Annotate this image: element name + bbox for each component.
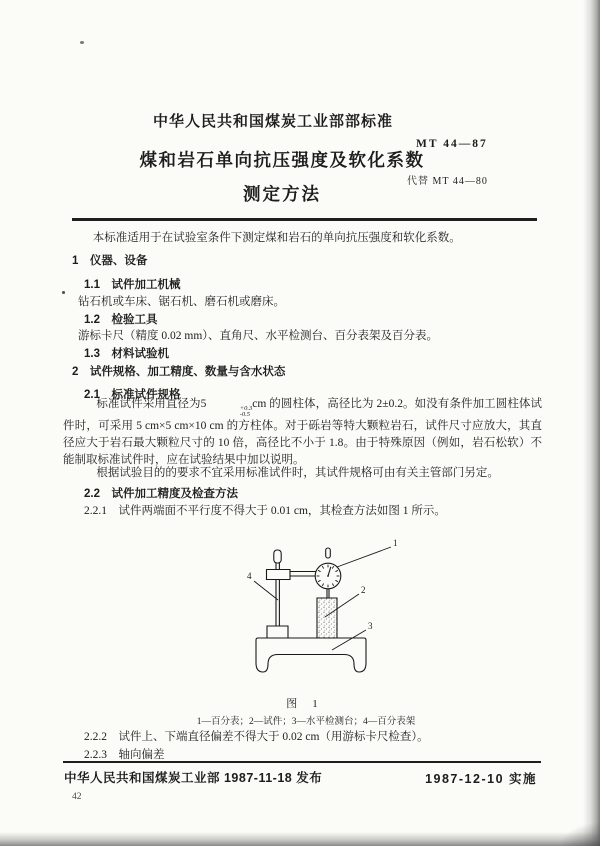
clause-2-2-3-heading: 2.2.3 轴向偏差 bbox=[84, 749, 165, 761]
stand-top-knob bbox=[274, 550, 281, 563]
tolerance-lower: -0.5 bbox=[239, 410, 251, 418]
clause-2-2-2-text: 2.2.2 试件上、下端直径偏差不得大于 0.02 cm（用游标卡尺检查）。 bbox=[84, 731, 429, 743]
superseded-standard: 代替 MT 44—80 bbox=[407, 176, 488, 187]
stand-base bbox=[267, 626, 288, 638]
effective-date: 1987-12-10 实施 bbox=[425, 772, 537, 786]
dial-bottom-stem bbox=[327, 589, 329, 599]
title-line-1: 煤和岩石单向抗压强度及软化系数 bbox=[139, 150, 425, 170]
clause-2-2-heading: 2.2 试件加工精度及检查方法 bbox=[84, 488, 238, 500]
header-divider-rule bbox=[72, 218, 537, 221]
leader-1 bbox=[337, 547, 391, 567]
scan-edge-right bbox=[583, 0, 600, 846]
gauge-arm bbox=[290, 572, 316, 577]
leader-4 bbox=[254, 581, 278, 600]
clause-1-2-text: 游标卡尺（精度 0.02 mm）、直角尺、水平检测台、百分表架及百分表。 bbox=[78, 330, 439, 342]
test-table-shape bbox=[256, 638, 366, 672]
clause-2-1-heading: 2.1 标准试件规格 bbox=[84, 389, 181, 401]
specimen bbox=[317, 598, 337, 638]
clause-2-1-paragraph-1 bbox=[63, 396, 542, 469]
clause-1-1-text: 钻石机或车床、锯石机、磨石机或磨床。 bbox=[78, 296, 285, 308]
diameter-tolerance bbox=[206, 406, 252, 418]
tolerance-upper: +0.3 bbox=[239, 404, 253, 412]
figure-1-caption: 图 1 bbox=[286, 698, 320, 710]
dial-top-knob bbox=[326, 548, 331, 558]
clause-1-1-heading: 1.1 试件加工机械 bbox=[84, 279, 181, 291]
clause-2-2-1-text: 2.2.1 试件两端面不平行度不得大于 0.01 cm，其检查方法如图 1 所示。 bbox=[84, 505, 446, 517]
clause-1-2-heading: 1.2 检验工具 bbox=[84, 314, 158, 326]
clause-1-3-heading: 1.3 材料试验机 bbox=[84, 348, 169, 360]
specimen-spec-text: cm 的圆柱体，高径比为 2±0.2。如没有条件加工圆柱体试件时，可采用 5 cm×5 cm×10 cm 的方柱体。对于砾岩等特大颗粒岩石，试件尺寸应放大，其直径应大于岩石最大颗粒尺寸的 10 倍，高径比不小于 1.8。由于特殊原因（例如，岩石松软）不能制取标准试件时，应在试验结果中加以说明。 bbox=[63, 398, 543, 466]
figure-label-dial-gauge: 1 bbox=[393, 538, 398, 548]
standard-code: MT 44—87 bbox=[416, 138, 488, 150]
figure-label-stand: 4 bbox=[247, 571, 252, 581]
figure-1-legend: 1—百分表；2—试件；3—水平检测台；4—百分表架 bbox=[196, 717, 416, 727]
figure-label-table: 3 bbox=[368, 621, 373, 631]
title-line-2: 测定方法 bbox=[243, 184, 321, 204]
page-number: 42 bbox=[72, 792, 82, 802]
scan-edge-bottom bbox=[0, 832, 600, 846]
standard-authority-line: 中华人民共和国煤炭工业部部标准 bbox=[152, 113, 393, 130]
footer-divider-rule bbox=[63, 761, 541, 763]
scan-speck bbox=[62, 291, 65, 294]
figure-1-diagram bbox=[228, 536, 418, 694]
scan-speck bbox=[80, 41, 84, 44]
specimen-diameter-lead: 标准试件采用直径为5 bbox=[96, 398, 207, 410]
figure-label-specimen: 2 bbox=[361, 585, 366, 595]
stand-clamp bbox=[267, 570, 291, 580]
section-1-heading: 1 仪器、设备 bbox=[72, 255, 148, 267]
dial-center bbox=[327, 575, 329, 577]
section-2-heading: 2 试件规格、加工精度、数量与含水状态 bbox=[72, 366, 286, 378]
issued-by-line: 中华人民共和国煤炭工业部 1987-11-18 发布 bbox=[64, 771, 323, 785]
scope-paragraph: 本标准适用于在试验室条件下测定煤和岩石的单向抗压强度和软化系数。 bbox=[92, 232, 461, 244]
clause-2-1-paragraph-2: 根据试验目的的要求不宜采用标准试件时，其试件规格可由有关主管部门另定。 bbox=[96, 467, 499, 479]
scan-edge-corner bbox=[560, 822, 600, 846]
